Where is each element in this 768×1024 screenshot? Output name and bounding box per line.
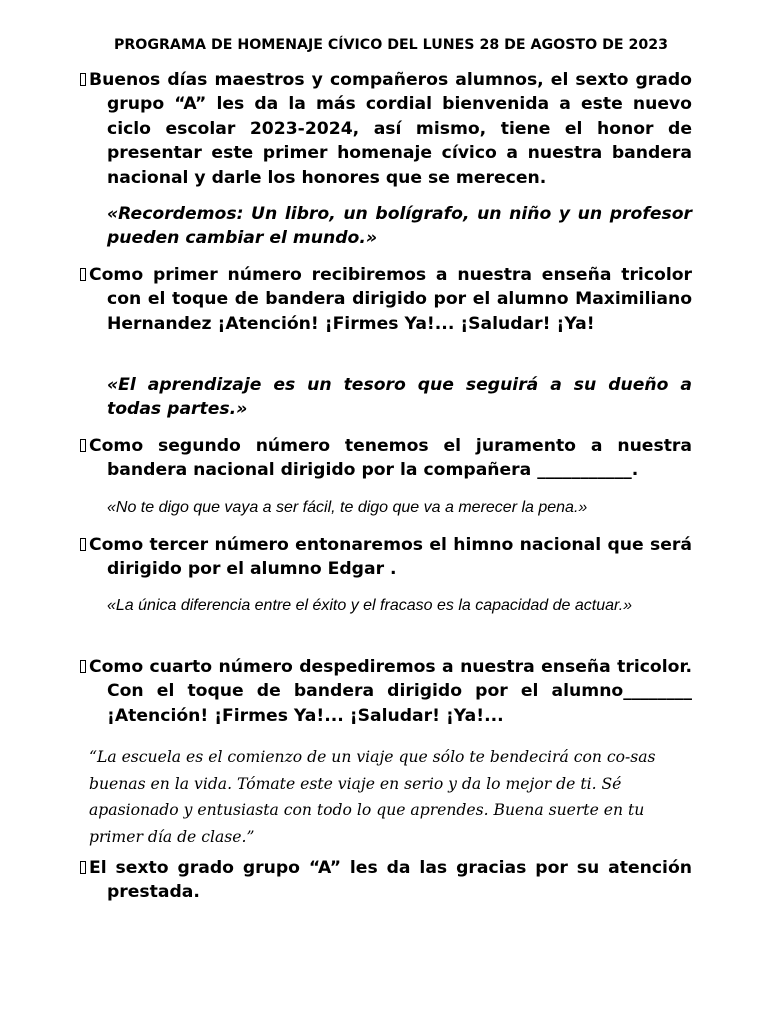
square-bullet-icon <box>80 861 86 874</box>
square-bullet-icon <box>80 439 86 452</box>
program-item-first-number <box>80 263 692 336</box>
program-item-welcome <box>80 68 692 190</box>
program-item-text: Buenos días maestros y compañeros alumnos, el sexto grado grupo “A” les da la más cordial bienvenida a este nuevo ciclo escolar 2023-2024, así mismo, tiene el honor de presentar este primer homenaje cívico a nuestra bandera nacional y darle los honores que se merecen. <box>89 70 692 188</box>
square-bullet-icon <box>80 538 86 551</box>
program-item-text: El sexto grado grupo “A” les da las gracias por su atención prestada. <box>89 858 692 903</box>
page-title: PROGRAMA DE HOMENAJE CÍVICO DEL LUNES 28 DE AGOSTO DE 2023 <box>113 37 669 53</box>
quote-diferencia: «La única diferencia entre el éxito y el fracaso es la capacidad de actuar.» <box>107 597 633 614</box>
quote-escuela: “La escuela es el comienzo de un viaje que sólo te bendecirá con co-sas buenas en la vida. Tómate este viaje en serio y da lo mejor de ti. Sé apasionado y entusiasta con todo lo que aprendes. Buena suerte en tu primer día de clase.” <box>89 748 656 846</box>
program-item-second-number <box>80 434 692 483</box>
quote-recordemos: «Recordemos: Un libro, un bolígrafo, un niño y un profesor pueden cambiar el mundo.» <box>107 204 692 249</box>
program-item-thanks <box>80 856 692 905</box>
program-item-text: Como primer número recibiremos a nuestra enseña tricolor con el toque de bandera dirigido por el alumno Maximiliano Hernandez ¡Atención! ¡Firmes Ya!... ¡Saludar! ¡Ya! <box>89 265 692 334</box>
program-item-text: Como tercer número entonaremos el himno nacional que será dirigido por el alumno Edgar . <box>89 535 692 580</box>
program-item-text: Como cuarto número despediremos a nuestra enseña tricolor. Con el toque de bandera dirigido por el alumno________ ¡Atención! ¡Firmes Ya!... ¡Saludar! ¡Ya!... <box>89 657 692 726</box>
square-bullet-icon <box>80 268 86 281</box>
square-bullet-icon <box>80 660 86 673</box>
program-item-third-number <box>80 533 692 582</box>
program-item-fourth-number <box>80 655 692 728</box>
program-item-text: Como segundo número tenemos el juramento a nuestra bandera nacional dirigido por la compañera ___________. <box>89 436 692 481</box>
quote-facil: «No te digo que vaya a ser fácil, te digo que va a merecer la pena.» <box>107 499 588 516</box>
quote-aprendizaje: «El aprendizaje es un tesoro que seguirá a su dueño a todas partes.» <box>107 375 692 420</box>
square-bullet-icon <box>80 73 86 86</box>
